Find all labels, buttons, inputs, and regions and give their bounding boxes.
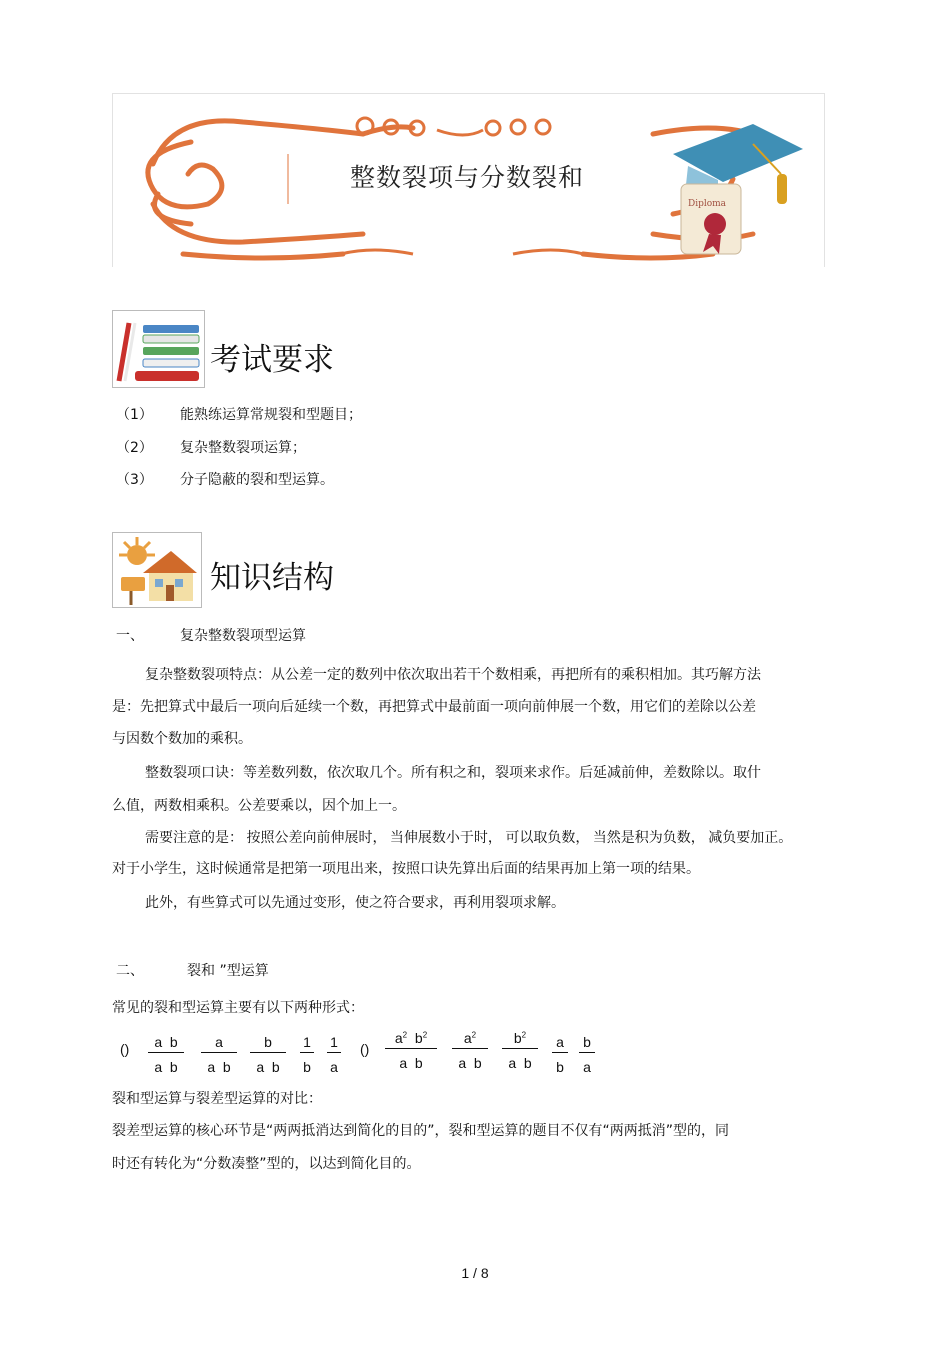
fraction: b a	[579, 1034, 595, 1075]
paragraph-line: 么值，两数相乘积。公差要乘以，因个加上一。	[112, 798, 406, 814]
paragraph-line: 裂和型运算与裂差型运算的对比：	[112, 1091, 322, 1107]
page-number: 1 / 8	[461, 1265, 489, 1281]
list-item: 复杂整数裂项运算；	[180, 440, 306, 456]
paragraph-line: 此外，有些算式可以先通过变形，使之符合要求，再利用裂项求解。	[145, 895, 565, 911]
formula-label: ()	[120, 1041, 130, 1057]
paragraph-line: 对于小学生，这时候通常是把第一项甩出来，按照口诀先算出后面的结果再加上第一项的结果。	[112, 861, 700, 877]
fraction: 1 b	[300, 1034, 314, 1075]
paragraph-line: 是：先把算式中最后一项向后延续一个数，再把算式中最前面一项向前伸展一个数，用它们的差除以公差	[112, 699, 756, 715]
books-icon	[112, 310, 205, 388]
list-item: 能熟练运算常规裂和型题目；	[180, 407, 362, 423]
part-heading: 裂和 ”型运算	[187, 963, 269, 979]
paragraph-line: 需要注意的是： 按照公差向前伸展时， 当伸展数小于时， 可以取负数， 当然是积为负数， 减负要加正。	[145, 830, 793, 846]
fraction: 1 a	[327, 1034, 341, 1075]
paragraph-line: 与因数个数加的乘积。	[112, 731, 252, 747]
page-title: 整数裂项与分数裂和	[350, 163, 585, 192]
paragraph-line: 整数裂项口诀：等差数列数，依次取几个。所有积之和，裂项来求作。后延减前伸，差数除以。取什	[145, 765, 761, 781]
section-title-knowledge-structure: 知识结构	[210, 560, 334, 596]
fraction: $a^2$ $b^2$ a b	[385, 1030, 437, 1071]
diploma-label: Diploma	[688, 199, 727, 209]
fraction: a b	[552, 1034, 568, 1075]
list-item: 分子隐蔽的裂和型运算。	[180, 472, 334, 488]
paragraph-line: 复杂整数裂项特点：从公差一定的数列中依次取出若干个数相乘，再把所有的乘积相加。其巧解方法	[145, 667, 761, 683]
formula-label: ()	[360, 1041, 370, 1057]
list-number: （2）	[116, 440, 153, 456]
graduation-cap-icon	[673, 124, 803, 254]
school-house-icon	[112, 532, 202, 608]
fraction: a b a b	[148, 1034, 184, 1075]
paragraph-line: 时还有转化为“分数凑整”型的，以达到简化目的。	[112, 1156, 421, 1172]
part-number: 二、	[116, 963, 144, 979]
fraction: a a b	[201, 1034, 237, 1075]
paragraph-line: 常见的裂和型运算主要有以下两种形式：	[112, 1000, 364, 1016]
part-number: 一、	[116, 628, 144, 644]
section-title-exam-requirements: 考试要求	[210, 342, 334, 378]
list-number: （1）	[116, 407, 153, 423]
paragraph-line: 裂差型运算的核心环节是“两两抵消达到简化的目的”，裂和型运算的题目不仅有“两两抵消”型的，同	[112, 1123, 730, 1139]
fraction: $a^2$ a b	[452, 1030, 488, 1071]
part-heading: 复杂整数裂项型运算	[180, 628, 306, 644]
fraction: $b^2$ a b	[502, 1030, 538, 1071]
list-number: （3）	[116, 472, 153, 488]
fraction: b a b	[250, 1034, 286, 1075]
